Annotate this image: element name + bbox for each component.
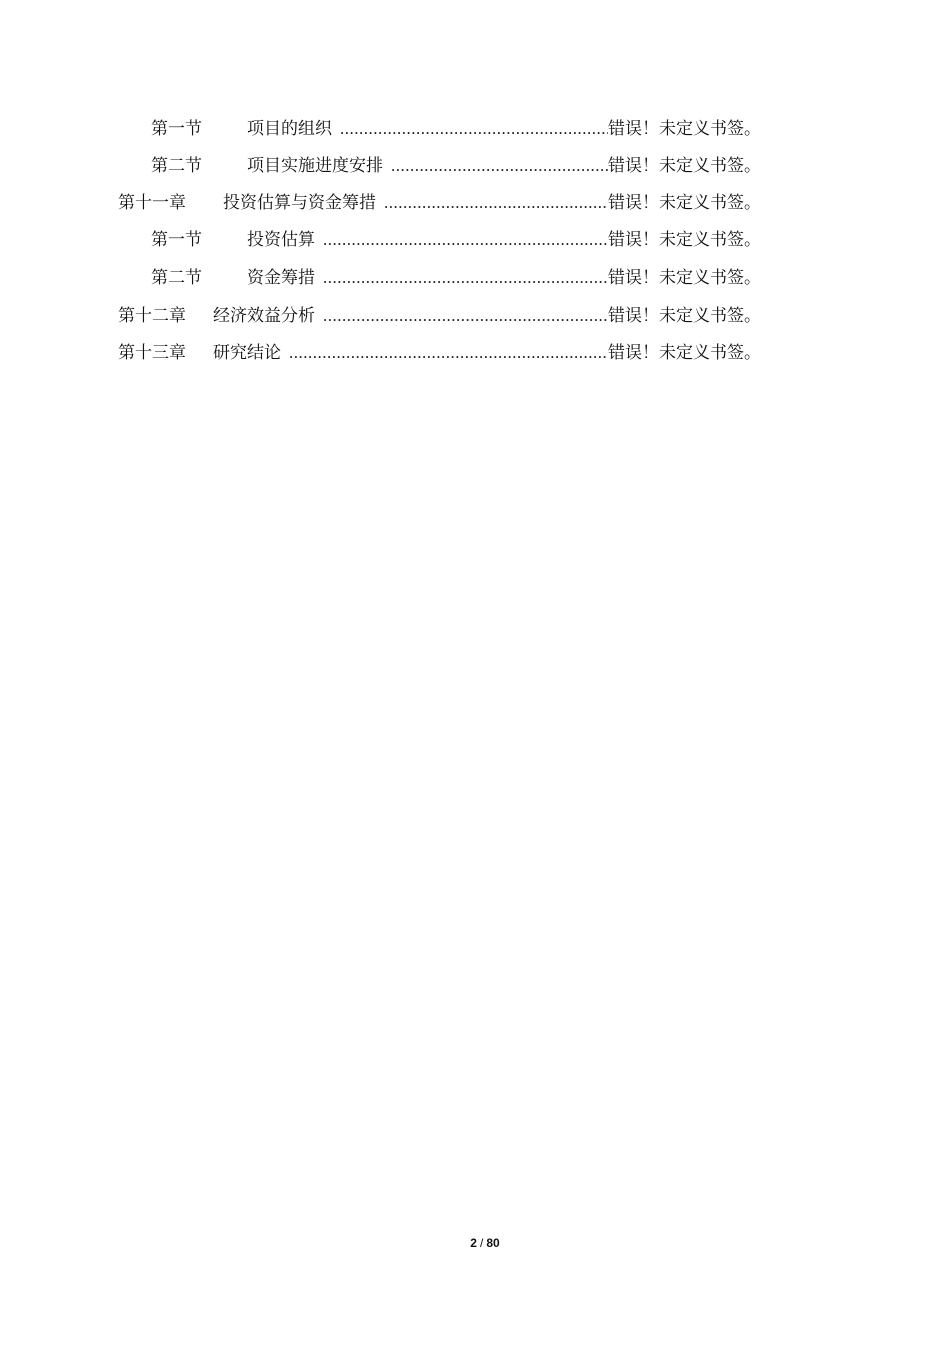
toc-entry-page-ref: 错误！未定义书签。 <box>608 119 761 139</box>
page-separator: / <box>479 1236 484 1250</box>
toc-entry-section-schedule[interactable] <box>151 154 761 178</box>
toc-dot-leader <box>384 191 608 215</box>
toc-entry-number: 第十二章 <box>118 306 186 326</box>
toc-entry-title: 项目实施进度安排 <box>247 156 383 176</box>
toc-entry-title: 资金筹措 <box>247 268 315 288</box>
toc-entry-number: 第十三章 <box>118 343 186 363</box>
toc-entry-page-ref: 错误！未定义书签。 <box>608 193 761 213</box>
toc-entry-section-fundraising[interactable] <box>151 266 761 290</box>
toc-entry-section-project-organization[interactable] <box>151 117 761 141</box>
page-number-footer <box>0 1236 950 1250</box>
total-page-count: 80 <box>486 1236 500 1250</box>
toc-dot-leader <box>323 304 608 328</box>
toc-entry-page-ref: 错误！未定义书签。 <box>608 306 761 326</box>
toc-dot-leader <box>340 117 608 141</box>
toc-dot-leader <box>323 266 608 290</box>
toc-entry-page-ref: 错误！未定义书签。 <box>608 268 761 288</box>
current-page-number: 2 <box>470 1236 477 1250</box>
toc-entry-title: 投资估算与资金筹措 <box>223 193 376 213</box>
toc-dot-leader <box>323 228 608 252</box>
toc-entry-title: 项目的组织 <box>247 119 332 139</box>
toc-dot-leader <box>391 154 608 178</box>
toc-entry-title: 经济效益分析 <box>213 306 315 326</box>
toc-entry-page-ref: 错误！未定义书签。 <box>608 230 761 250</box>
toc-entry-page-ref: 错误！未定义书签。 <box>608 156 761 176</box>
toc-entry-title: 研究结论 <box>213 343 281 363</box>
toc-dot-leader <box>289 341 608 365</box>
toc-entry-number: 第十一章 <box>118 193 186 213</box>
toc-entry-section-investment-estimate[interactable] <box>151 228 761 252</box>
toc-entry-chapter-12[interactable] <box>118 304 761 328</box>
toc-entry-title: 投资估算 <box>247 230 315 250</box>
toc-entry-number: 第二节 <box>151 268 202 288</box>
toc-entry-page-ref: 错误！未定义书签。 <box>608 343 761 363</box>
toc-entry-chapter-11[interactable] <box>118 191 761 215</box>
toc-entry-chapter-13[interactable] <box>118 341 761 365</box>
toc-entry-number: 第一节 <box>151 230 202 250</box>
toc-entry-number: 第二节 <box>151 156 202 176</box>
toc-entry-number: 第一节 <box>151 119 202 139</box>
